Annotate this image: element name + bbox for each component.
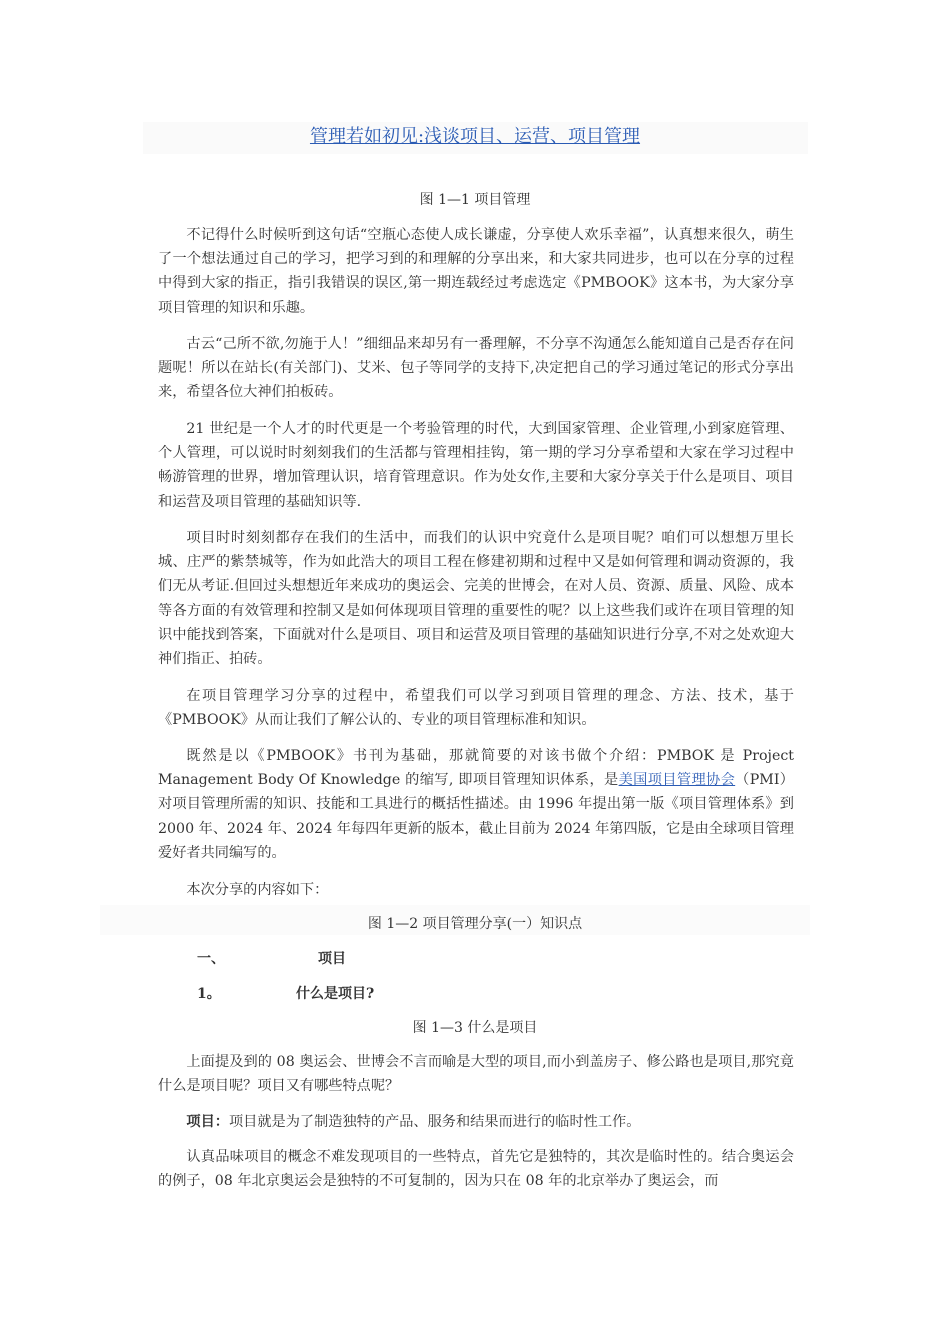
figure-caption-1: 图 1—1 项目管理 [419, 192, 531, 208]
paragraph-8: 上面提及到的 08 奥运会、世博会不言而喻是大型的项目,而小到盖房子、修公路也是项目,那究竟什么是项目呢？项目又有哪些特点呢？ [158, 1054, 794, 1095]
subsection-heading: 什么是项目? [296, 986, 375, 1002]
paragraph-10: 认真品味项目的概念不难发现项目的一些特点，首先它是独特的，其次是临时性的。结合奥运会的例子，08 年北京奥运会是独特的不可复制的，因为只在 08 年的北京举办了奥运会，而 [158, 1149, 794, 1190]
figure-caption-3: 图 1—3 什么是项目 [412, 1020, 538, 1036]
paragraph-3: 21 世纪是一个人才的时代更是一个考验管理的时代，大到国家管理、企业管理,小到家庭管理、个人管理，可以说时时刻刻我们的生活都与管理相挂钩，第一期的学习分享希望和大家在学习过程中畅游管理的世界，增加管理认识，培育管理意识。作为处女作,主要和大家分享关于什么是项目、项目和运营及项目管理的基础知识等. [158, 421, 794, 510]
subsection-number: 1。 [197, 986, 221, 1002]
paragraph-4: 项目时时刻刻都存在我们的生活中，而我们的认识中究竟什么是项目呢？咱们可以想想万里长城、庄严的紫禁城等，作为如此浩大的项目工程在修建初期和过程中又是如何管理和调动资源的，我们无从考证.但回过头想想近年来成功的奥运会、完美的世博会，在对人员、资源、质量、风险、成本等各方面的有效管理和控制又是如何体现项目管理的重要性的呢？以上这些我们或许在项目管理的知识中能找到答案，下面就对什么是项目、项目和运营及项目管理的基础知识进行分享,不对之处欢迎大神们指正、拍砖。 [158, 530, 794, 668]
paragraph-1: 不记得什么时候听到这句话“空瓶心态使人成长谦虚，分享使人欢乐幸福”，认真想来很久，萌生了一个想法通过自己的学习，把学习到的和理解的分享出来，和大家共同进步，也可以在分享的过程中得到大家的指正，指引我错误的误区,第一期连载经过考虑选定《PMBOOK》这本书，为大家分享项目管理的知识和乐趣。 [158, 227, 794, 316]
paragraph-9 [158, 1110, 794, 1134]
project-definition-text: 项目就是为了制造独特的产品、服务和结果而进行的临时性工作。 [228, 1114, 641, 1130]
paragraph-7: 本次分享的内容如下： [186, 882, 329, 898]
paragraph-6-text-a: 既然是以《PMBOOK》书刊为基础，那就简要的对该书做个介绍：PMBOK 是 Project Management Body Of Knowledge 的缩写, 即项目管理知识体系，是 [158, 748, 794, 789]
paragraph-6-text-b: （PMI）对项目管理所需的知识、技能和工具进行的概括性描述。由 1996 年提出第一版《项目管理体系》到 2000 年、2024 年、2024 年每四年更新的版本，截止目前为 2024 年第四版，它是由全球项目管理爱好者共同编写的。 [158, 772, 794, 861]
paragraph-6 [158, 744, 794, 865]
paragraph-2: 古云“己所不欲,勿施于人！”细细品来却另有一番理解，不分享不沟通怎么能知道自己是否存在问题呢！所以在站长(有关部门)、艾米、包子等同学的支持下,决定把自己的学习通过笔记的形式分享出来，希望各位大神们拍板砖。 [158, 336, 794, 401]
paragraph-5: 在项目管理学习分享的过程中，希望我们可以学习到项目管理的理念、方法、技术，基于《PMBOOK》从而让我们了解公认的、专业的项目管理标准和知识。 [158, 688, 794, 729]
pmi-link[interactable]: 美国项目管理协会 [618, 772, 736, 789]
section-heading: 项目 [318, 951, 346, 967]
page-title[interactable]: 管理若如初见:浅谈项目、运营、项目管理 [309, 126, 641, 147]
project-definition-label: 项目： [186, 1114, 229, 1130]
figure-caption-2: 图 1—2 项目管理分享(一）知识点 [367, 916, 583, 932]
section-number: 一、 [197, 951, 225, 967]
